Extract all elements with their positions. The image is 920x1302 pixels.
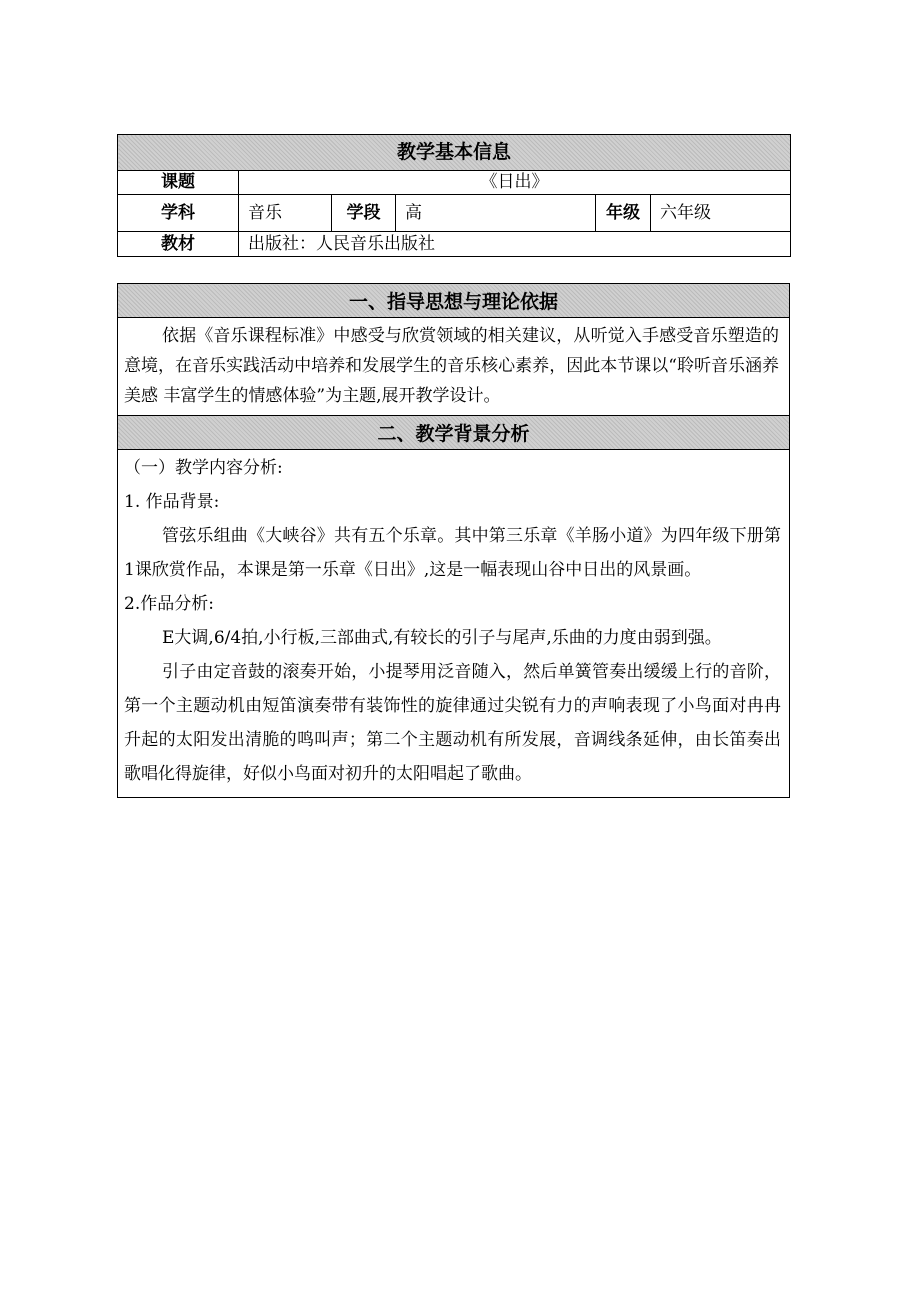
section2-title: 二、教学背景分析 bbox=[118, 416, 790, 450]
stage-value: 高 bbox=[396, 195, 596, 232]
item2-text1: E大调,6/4拍,小行板,三部曲式,有较长的引子与尾声,乐曲的力度由弱到强。 bbox=[162, 628, 722, 648]
section2-subheading: （一）教学内容分析: bbox=[124, 458, 283, 478]
item1-heading: 1. 作品背景: bbox=[124, 492, 220, 512]
textbook-value: 出版社：人民音乐出版社 bbox=[239, 232, 791, 257]
section1-title: 一、指导思想与理论依据 bbox=[118, 284, 790, 318]
subject-value: 音乐 bbox=[239, 195, 332, 232]
grade-value: 六年级 bbox=[651, 195, 791, 232]
content-table bbox=[117, 283, 790, 798]
item2-heading: 2.作品分析: bbox=[124, 594, 214, 614]
topic-value: 《日出》 bbox=[239, 171, 791, 195]
textbook-label: 教材 bbox=[118, 232, 239, 257]
section2-body bbox=[118, 450, 790, 798]
topic-label: 课题 bbox=[118, 171, 239, 195]
basic-info-table bbox=[117, 134, 791, 257]
section1-body bbox=[118, 318, 790, 416]
grade-label: 年级 bbox=[596, 195, 651, 232]
stage-label: 学段 bbox=[332, 195, 396, 232]
subject-label: 学科 bbox=[118, 195, 239, 232]
item2-text2: 引子由定音鼓的滚奏开始，小提琴用泛音随入，然后单簧管奏出缓缓上行的音阶，第一个主题动机由短笛演奏带有装饰性的旋律通过尖锐有力的声响表现了小鸟面对冉冉升起的太阳发出清脆的鸣叫声；第二个主题动机有所发展，音调线条延伸，由长笛奏出歌唱化得旋律，好似小鸟面对初升的太阳唱起了歌曲。 bbox=[124, 662, 781, 784]
basic-info-title: 教学基本信息 bbox=[118, 135, 791, 171]
item1-text: 管弦乐组曲《大峡谷》共有五个乐章。其中第三乐章《羊肠小道》为四年级下册第1课欣赏作品，本课是第一乐章《日出》,这是一幅表现山谷中日出的风景画。 bbox=[124, 526, 781, 580]
section1-paragraph: 依据《音乐课程标准》中感受与欣赏领域的相关建议，从听觉入手感受音乐塑造的意境，在音乐实践活动中培养和发展学生的音乐核心素养，因此本节课以“聆听音乐涵养美感 丰富学生的情感体验”为主题,展开教学设计。 bbox=[124, 326, 779, 406]
